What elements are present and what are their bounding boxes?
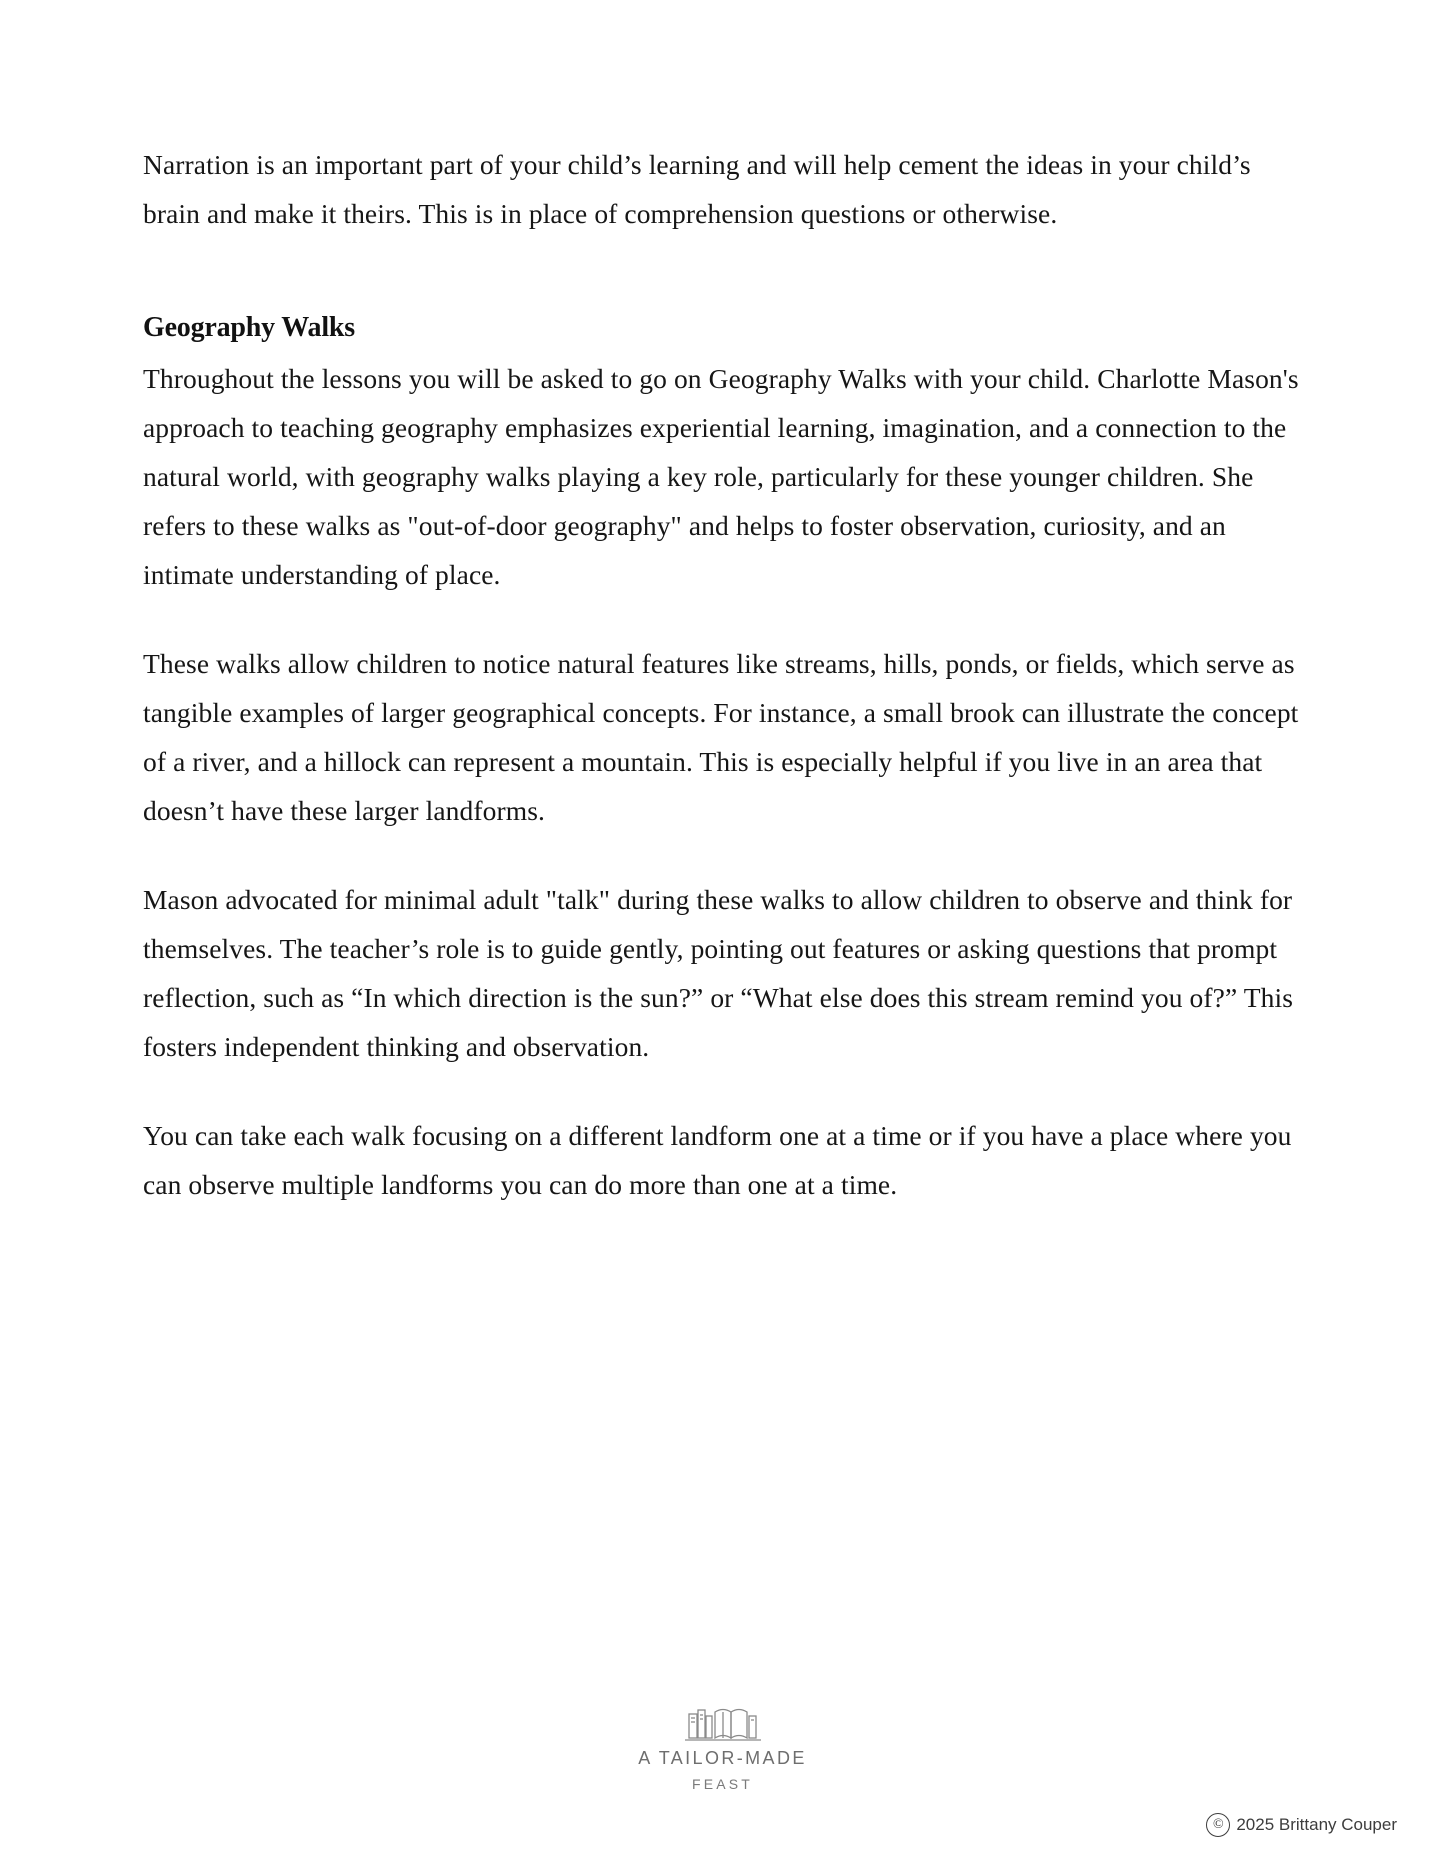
section-paragraph-1: Throughout the lessons you will be asked to go on Geography Walks with your child. Charlotte Mason's approach to teaching geography emphasizes experiential learning, imagination, and a connection to the natural world, with geography walks playing a key role, particularly for these younger children. She refers to these walks as "out-of-door geography" and helps to foster observation, curiosity, and an intimate understanding of place.: [143, 363, 1299, 590]
brand-name-line-1: A TAILOR-MADE: [638, 1748, 807, 1768]
copyright-notice: [1206, 1813, 1397, 1837]
footer-brand-logo: [0, 1700, 1445, 1792]
section-paragraph-2: These walks allow children to notice natural features like streams, hills, ponds, or fields, which serve as tangible examples of larger geographical concepts. For instance, a small brook can illustrate the concept of a river, and a hillock can represent a mountain. This is especially helpful if you live in an area that doesn’t have these larger landforms.: [143, 648, 1299, 826]
intro-paragraph: Narration is an important part of your child’s learning and will help cement the ideas in your child’s brain and make it theirs. This is in place of comprehension questions or otherwise.: [143, 149, 1251, 229]
document-body: [143, 140, 1303, 1209]
copyright-text: 2025 Brittany Couper: [1236, 1815, 1397, 1834]
section-paragraph-3: Mason advocated for minimal adult "talk" during these walks to allow children to observe and think for themselves. The teacher’s role is to guide gently, pointing out features or asking questions that prompt reflection, such as “In which direction is the sun?” or “What else does this stream remind you of?” This fosters independent thinking and observation.: [143, 884, 1294, 1062]
section-heading-geography-walks: Geography Walks: [143, 312, 355, 343]
section-spacer: [143, 278, 1303, 308]
copyright-icon: ©: [1206, 1813, 1230, 1837]
stacked-books-icon: [0, 1700, 1445, 1746]
section-paragraph-4: You can take each walk focusing on a different landform one at a time or if you have a place where you can observe multiple landforms you can do more than one at a time.: [143, 1120, 1292, 1200]
brand-name-line-2: FEAST: [691, 1776, 754, 1792]
